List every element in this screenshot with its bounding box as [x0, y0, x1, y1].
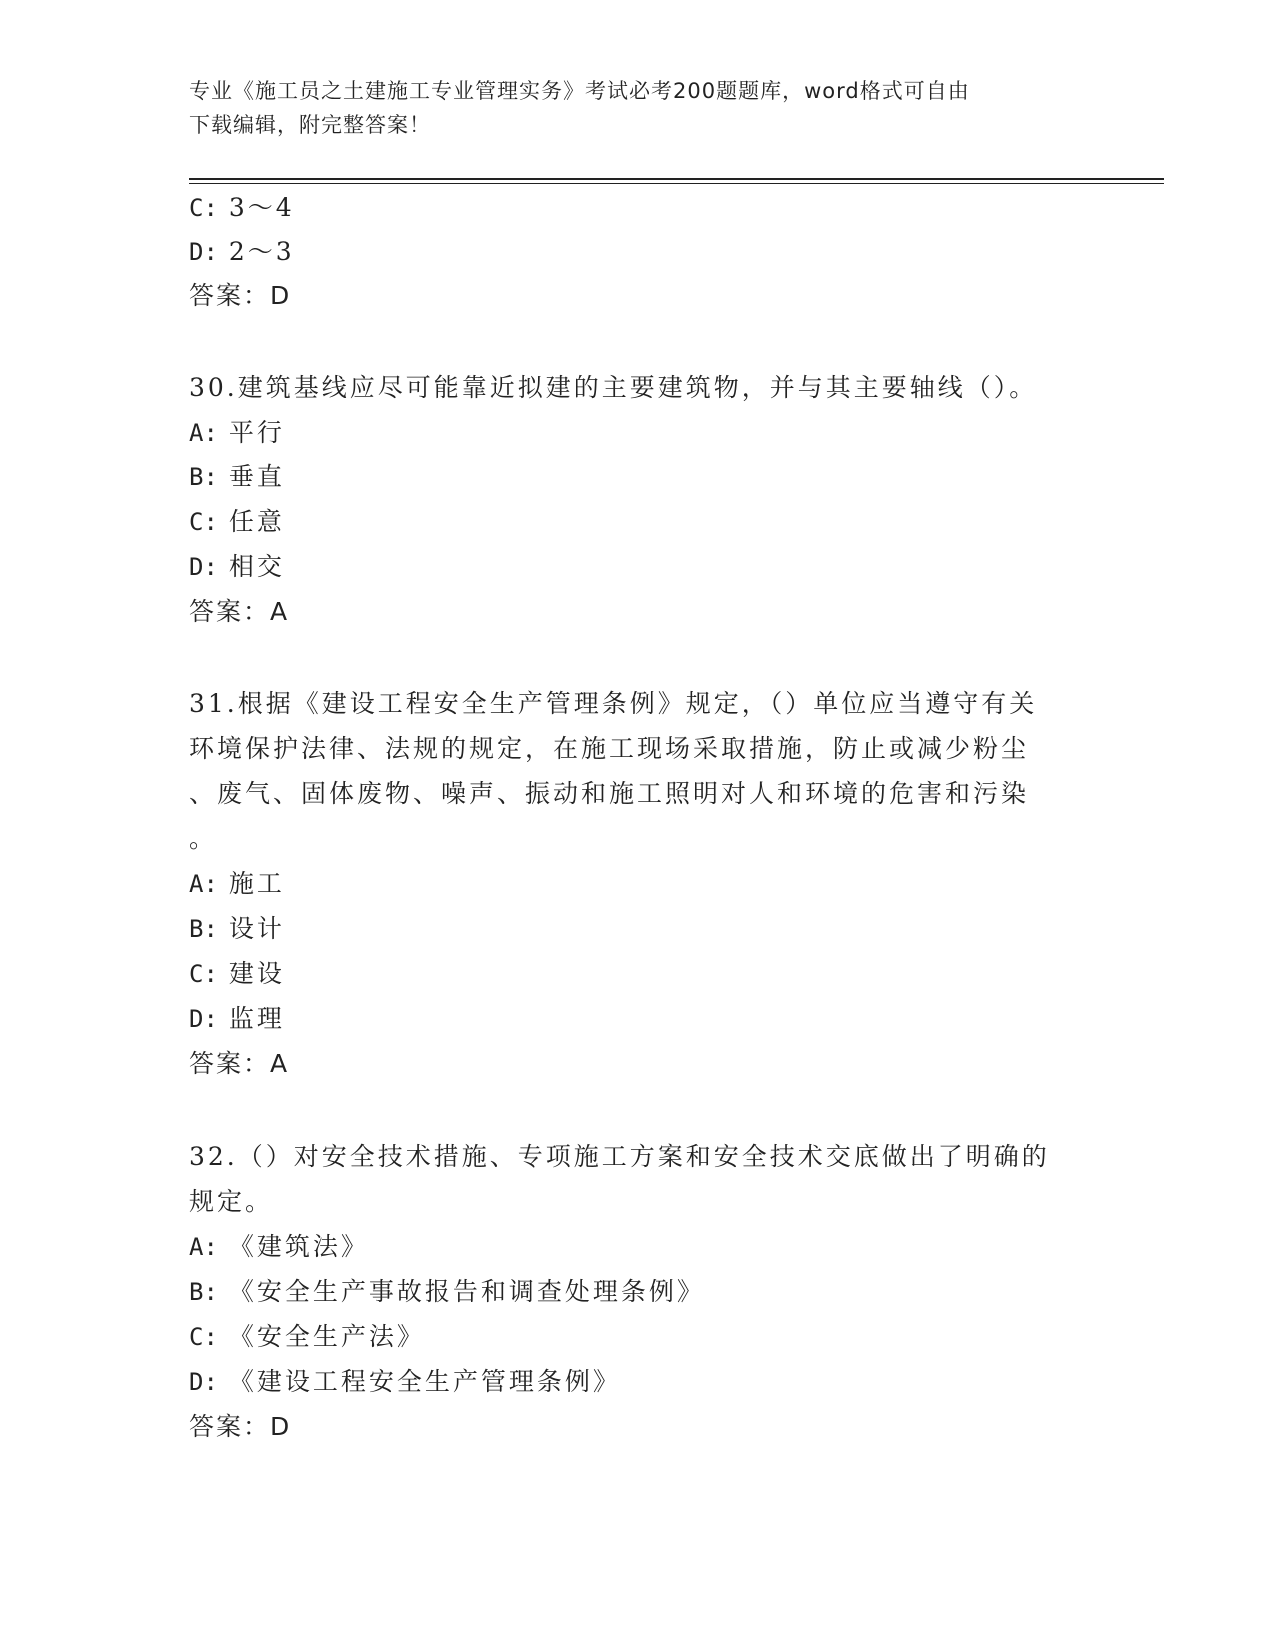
q29-option-d	[189, 236, 295, 268]
option-letter: D:	[189, 238, 218, 266]
option-letter: D:	[189, 1005, 218, 1033]
q31-option-a	[189, 868, 285, 900]
option-text: 施工	[228, 869, 285, 898]
q31-option-b	[189, 913, 285, 945]
option-text: 任意	[228, 507, 285, 536]
option-letter: B:	[189, 915, 218, 943]
q32-option-d	[189, 1366, 621, 1398]
option-letter: B:	[189, 1278, 218, 1306]
q32-option-b	[189, 1276, 705, 1308]
q30-answer: 答案：A	[189, 597, 290, 626]
option-letter: C:	[189, 960, 218, 988]
q30-option-a	[189, 417, 285, 449]
option-text: 3～4	[228, 193, 295, 222]
q32-stem-line-2: 规定。	[189, 1187, 274, 1216]
option-letter: A:	[189, 870, 218, 898]
document-header	[189, 74, 1089, 142]
option-letter: C:	[189, 194, 218, 222]
header-rule-thick	[189, 178, 1164, 180]
q31-option-d	[189, 1003, 285, 1035]
q30-option-b	[189, 461, 285, 493]
option-text: 平行	[228, 418, 285, 447]
option-text: 《建设工程安全生产管理条例》	[228, 1367, 621, 1396]
q30-option-d	[189, 551, 285, 583]
option-text: 建设	[228, 959, 285, 988]
option-text: 设计	[228, 914, 285, 943]
q32-stem-line-1: 32.（）对安全技术措施、专项施工方案和安全技术交底做出了明确的	[189, 1142, 1050, 1171]
q29-answer: 答案：D	[189, 281, 292, 310]
option-letter: D:	[189, 1368, 218, 1396]
option-text: 《安全生产法》	[228, 1322, 425, 1351]
q31-stem-line-2: 环境保护法律、法规的规定，在施工现场采取措施，防止或减少粉尘	[189, 734, 1030, 763]
option-letter: A:	[189, 1233, 218, 1261]
q31-stem-line-1: 31.根据《建设工程安全生产管理条例》规定，（）单位应当遵守有关	[189, 689, 1038, 718]
option-text: 垂直	[228, 462, 285, 491]
q31-stem-line-4: 。	[189, 824, 218, 853]
q31-stem-line-3: 、废气、固体废物、噪声、振动和施工照明对人和环境的危害和污染	[189, 779, 1030, 808]
header-rule-thin	[189, 183, 1164, 184]
header-line-2: 下载编辑，附完整答案！	[189, 113, 431, 137]
option-text: 监理	[228, 1004, 285, 1033]
q32-option-c	[189, 1321, 425, 1353]
option-letter: C:	[189, 508, 218, 536]
header-line-1: 专业《施工员之土建施工专业管理实务》考试必考200题题库，word格式可自由	[189, 79, 970, 103]
option-letter: C:	[189, 1323, 218, 1351]
option-letter: B:	[189, 463, 218, 491]
q32-answer: 答案：D	[189, 1412, 292, 1441]
option-text: 相交	[228, 552, 285, 581]
option-letter: D:	[189, 553, 218, 581]
q31-option-c	[189, 958, 285, 990]
option-text: 《安全生产事故报告和调查处理条例》	[228, 1277, 705, 1306]
q30-stem: 30.建筑基线应尽可能靠近拟建的主要建筑物，并与其主要轴线（）。	[189, 373, 1038, 402]
option-letter: A:	[189, 419, 218, 447]
q29-option-c	[189, 192, 295, 224]
option-text: 《建筑法》	[228, 1232, 369, 1261]
q32-option-a	[189, 1231, 369, 1263]
q30-option-c	[189, 506, 285, 538]
option-text: 2～3	[228, 237, 295, 266]
q31-answer: 答案：A	[189, 1049, 290, 1078]
